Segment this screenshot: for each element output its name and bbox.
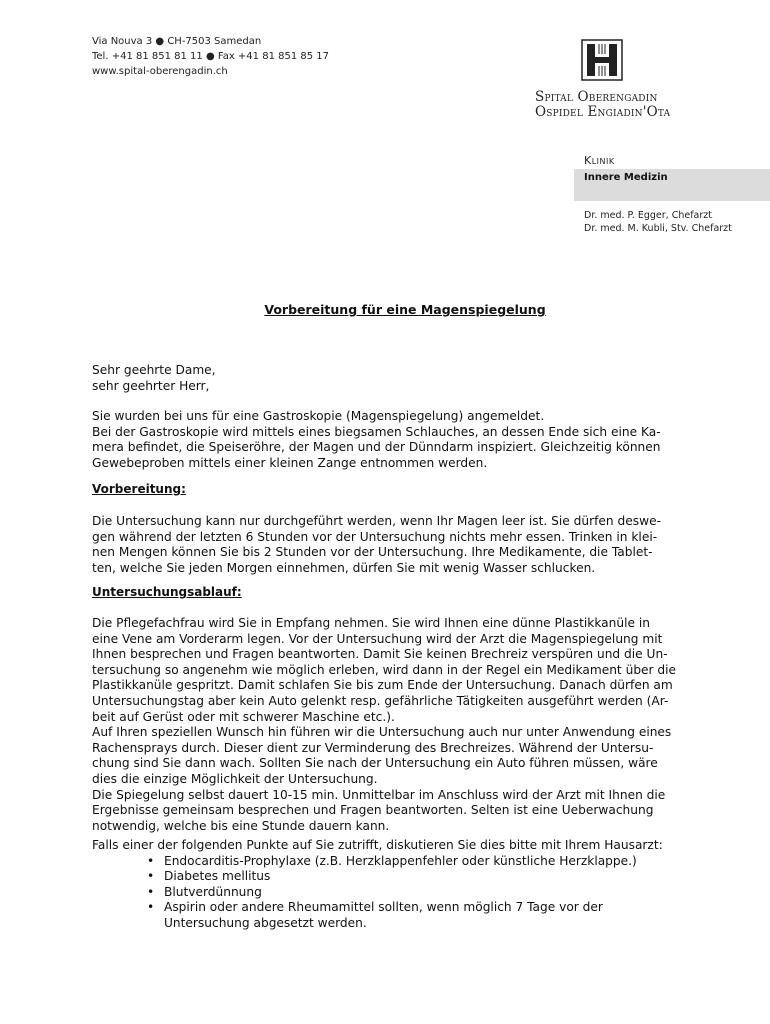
intro-paragraph [92, 409, 714, 471]
procedure-paragraph [92, 616, 714, 834]
website-text: www.spital-oberengadin.ch [92, 66, 228, 77]
paragraph-line: Die Untersuchung kann nur durchgeführt werden, wenn Ihr Magen leer ist. Sie dürfen deswe- [92, 514, 661, 528]
paragraph-line: Sie wurden bei uns für eine Gastroskopie (Magenspiegelung) angemeldet. [92, 409, 545, 423]
preparation-section [92, 482, 714, 498]
paragraph-line: notwendig, welche bis eine Stunde dauern kann. [92, 818, 390, 833]
paragraph-line: Auf Ihren speziellen Wunsch hin führen wir die Untersuchung auch nur unter Anwendung eines [92, 725, 672, 740]
bullet-icon: • [147, 853, 155, 868]
procedure-section [92, 585, 714, 601]
paragraph-line: chung sind Sie dann wach. Sollten Sie nach der Untersuchung ein Auto führen müssen, wäre [92, 756, 658, 771]
document-title: Vorbereitung für eine Magenspiegelung [264, 302, 546, 317]
conditions-list [92, 854, 714, 932]
list-item-text: Untersuchung abgesetzt werden. [164, 915, 367, 930]
paragraph-line: Gewebeproben mittels einer kleinen Zange entnommen werden. [92, 455, 488, 470]
doctor-list [574, 209, 770, 235]
list-item-text: Diabetes mellitus [164, 869, 271, 884]
conditions-intro: Falls einer der folgenden Punkte auf Sie zutrifft, diskutieren Sie dies bitte mit Ihrem Hausarzt: [92, 838, 663, 852]
list-item [92, 869, 714, 885]
preparation-heading: Vorbereitung: [92, 482, 186, 496]
preparation-paragraph [92, 514, 714, 576]
hospital-address [92, 34, 329, 79]
salutation-line: sehr geehrter Herr, [92, 378, 210, 393]
list-item-text: Aspirin oder andere Rheumamittel sollten, wenn möglich 7 Tage vor der [164, 900, 603, 915]
paragraph-line: Plastikkanüle gespritzt. Damit schlafen Sie bis zum Ende der Untersuchung. Danach dürfen am [92, 678, 673, 693]
paragraph-line: nen Mengen können Sie bis 2 Stunden vor der Untersuchung. Ihre Medikamente, die Tablet- [92, 545, 653, 560]
list-item-continuation [92, 916, 714, 932]
paragraph-line: Untersuchungstag aber kein Auto gelenkt resp. gefährliche Tätigkeiten ausgeführt werden (Ar- [92, 693, 669, 708]
paragraph-line: eine Vene am Vorderarm legen. Vor der Untersuchung wird der Arzt die Magenspiegelung mit [92, 631, 663, 646]
paragraph-line: Rachensprays durch. Dieser dient zur Verminderung des Brechreizes. Während der Untersu- [92, 740, 654, 755]
bullet-icon: • [147, 884, 155, 899]
paragraph-line: Bei der Gastroskopie wird mittels eines biegsamen Schlauches, an dessen Ende sich eine Ka- [92, 424, 661, 439]
paragraph-line: Ihnen besprechen und Fragen beantworten. Damit Sie keinen Brechreiz verspüren und die Un- [92, 647, 668, 662]
hospital-name [535, 90, 685, 120]
hospital-logo [535, 38, 685, 120]
hospital-h-logo-icon [579, 38, 627, 82]
paragraph-line: Die Pflegefachfrau wird Sie in Empfang nehmen. Sie wird Ihnen eine dünne Plastikkanüle in [92, 616, 650, 630]
chief-physician: Dr. med. P. Egger, Chefarzt [584, 210, 712, 221]
paragraph-line: ten, welche Sie jeden Morgen einnehmen, dürfen Sie mit wenig Wasser schlucken. [92, 560, 596, 575]
procedure-heading: Untersuchungsablauf: [92, 585, 242, 599]
bullet-icon: • [147, 869, 155, 884]
paragraph-line: gen während der letzten 6 Stunden vor der Untersuchung nichts mehr essen. Trinken in klei- [92, 529, 658, 544]
bullet-icon: • [147, 900, 155, 915]
paragraph-line: beit auf Gerüst oder mit schwerer Maschine etc.). [92, 709, 395, 724]
list-item-text: Endocarditis-Prophylaxe (z.B. Herzklappenfehler oder künstliche Herzklappe.) [164, 853, 637, 868]
department-name: Innere Medizin [574, 169, 770, 201]
address-line: Via Nouva 3 ● CH-7503 Samedan [92, 36, 262, 47]
paragraph-line: dies die einzige Möglichkeit der Untersuchung. [92, 771, 378, 786]
conditions-section [92, 838, 714, 932]
paragraph-line: tersuchung so angenehm wie möglich erleben, wird dann in der Regel ein Medikament über die [92, 662, 677, 677]
paragraph-line: mera befindet, die Speiseröhre, der Magen und der Dünndarm inspiziert. Gleichzeitig können [92, 440, 661, 455]
clinic-label: Klinik [584, 154, 615, 167]
clinic-info [574, 153, 770, 235]
list-item [92, 885, 714, 901]
hospital-name-line2: Ospidel Engiadin'Ota [535, 104, 671, 120]
paragraph-line: Ergebnisse gemeinsam besprechen und Fragen beantworten. Selten ist eine Ueberwachung [92, 803, 654, 818]
salutation [92, 363, 714, 394]
list-item [92, 900, 714, 916]
paragraph-line: Die Spiegelung selbst dauert 10-15 min. Unmittelbar im Anschluss wird der Arzt mit Ihnen die [92, 787, 666, 802]
list-item-text: Blutverdünnung [164, 884, 262, 899]
deputy-chief-physician: Dr. med. M. Kubli, Stv. Chefarzt [584, 223, 732, 234]
list-item [92, 854, 714, 870]
hospital-name-line1: Spital Oberengadin [535, 89, 658, 105]
phone-fax-line: Tel. +41 81 851 81 11 ● Fax +41 81 851 85 17 [92, 51, 329, 62]
salutation-line: Sehr geehrte Dame, [92, 363, 216, 377]
